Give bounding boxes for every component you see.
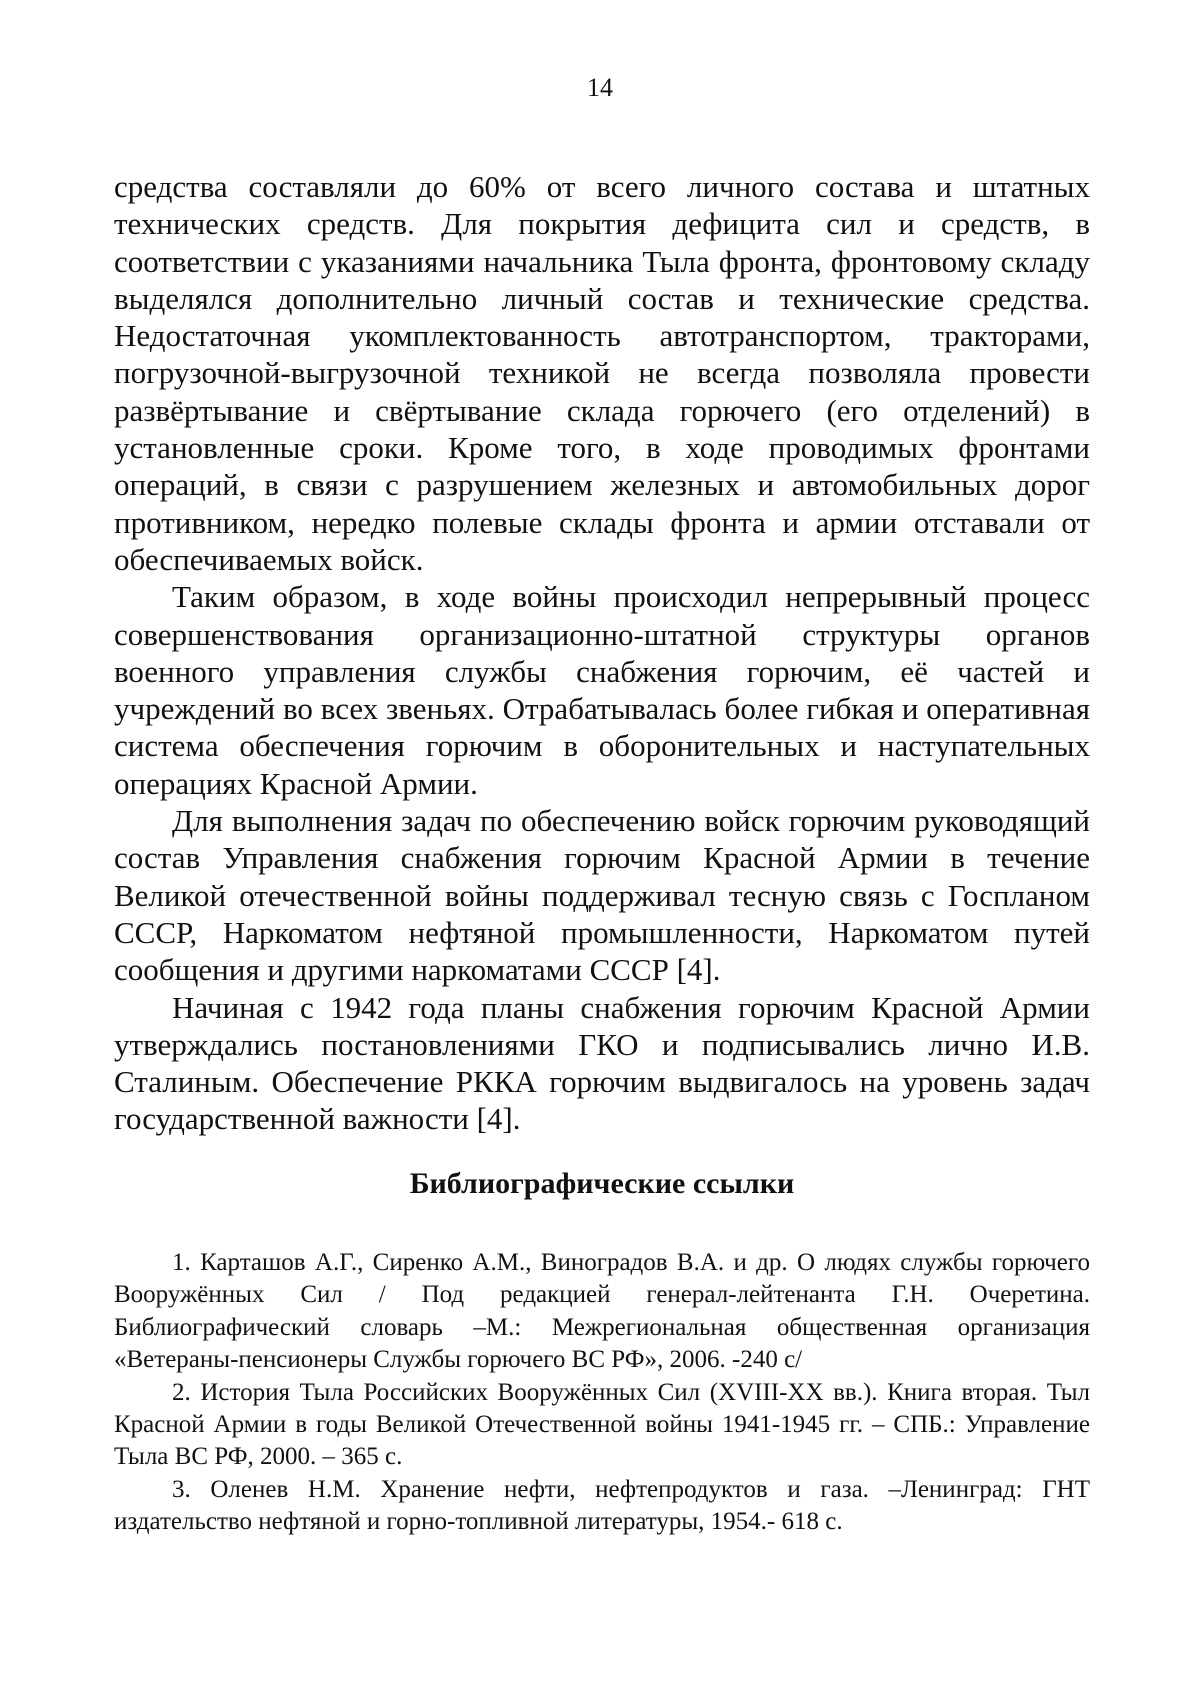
references-list <box>114 1247 1090 1539</box>
body-text <box>114 168 1090 1138</box>
references-heading: Библиографические ссылки <box>409 1167 795 1200</box>
page-number: 14 <box>587 73 613 102</box>
paragraph-continuation: средства составляли до 60% от всего личного состава и штатных технических средств. Для покрытия дефицита сил и средств, в соответствии с указаниями начальника Тыла фронта, фронтовому складу выделялся дополнительно личный состав и технические средства. Недостаточная укомплектованность автотранспортом, тракторами, погрузочной-выгрузочной техникой не всегда позволяла провести развёртывание и свёртывание склада горючего (его отделений) в установленные сроки. Кроме того, в ходе проводимых фронтами операций, в связи с разрушением железных и автомобильных дорог противником, нередко полевые склады фронта и армии отставали от обеспечиваемых войск. <box>114 169 1090 577</box>
paragraph: Таким образом, в ходе войны происходил непрерывный процесс совершенствования организационно-штатной структуры органов военного управления службы снабжения горючим, её частей и учреждений во всех звеньях. Отрабатывалась более гибкая и оперативная система обеспечения горючим в оборонительных и наступательных операциях Красной Армии. <box>114 579 1090 801</box>
reference-item: 1. Карташов А.Г., Сиренко А.М., Виноградов В.А. и др. О людях службы горючего Вооружённых Сил / Под редакцией генерал-лейтенанта Г.Н. Очеретина. Библиографический словарь –М.: Межрегиональная общественная организация «Ветераны-пенсионеры Службы горючего ВС РФ», 2006. -240 с/ <box>114 1249 1090 1374</box>
reference-item: 3. Оленев Н.М. Хранение нефти, нефтепродуктов и газа. –Ленинград: ГНТ издательство нефтяной и горно-топливной литературы, 1954.- 618 с. <box>114 1475 1090 1536</box>
paragraph: Для выполнения задач по обеспечению войск горючим руководящий состав Управления снабжения горючим Красной Армии в течение Великой отечественной войны поддерживал тесную связь с Госпланом СССР, Наркоматом нефтяной промышленности, Наркоматом путей сообщения и другими наркоматами СССР [4]. <box>114 803 1090 988</box>
reference-item: 2. История Тыла Российских Вооружённых Сил (XVIII-XX вв.). Книга вторая. Тыл Красной Армии в годы Великой Отечественной войны 1941-1945 гг. – СПБ.: Управление Тыла ВС РФ, 2000. – 365 с. <box>114 1378 1090 1471</box>
paragraph: Начиная с 1942 года планы снабжения горючим Красной Армии утверждались постановлениями ГКО и подписывались лично И.В. Сталиным. Обеспечение РККА горючим выдвигалось на уровень задач государственной важности [4]. <box>114 989 1090 1137</box>
